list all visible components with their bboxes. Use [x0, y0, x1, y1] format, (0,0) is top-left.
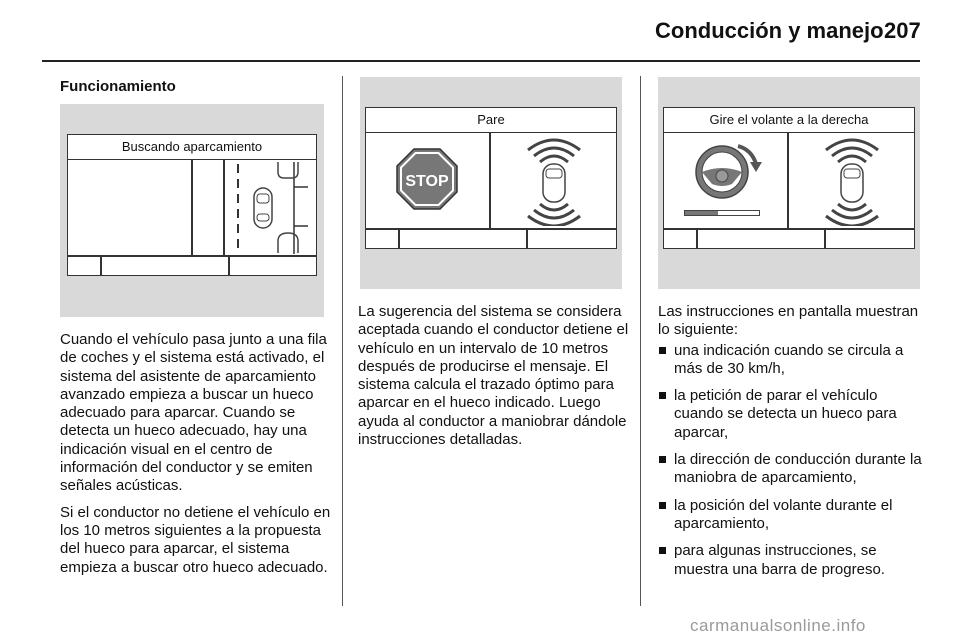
status-bar-divider [228, 255, 230, 275]
instruction-list [658, 342, 926, 579]
progress-bar-fill [685, 211, 718, 215]
page-number: 207 [884, 18, 921, 43]
stop-sign-text: STOP [405, 173, 449, 190]
column-3-text [658, 303, 926, 588]
status-bar-line [664, 228, 914, 230]
list-item: una indicación cuando se circula a más de 30 km/h, [658, 342, 926, 379]
car-sensor-icon [812, 136, 892, 226]
screen-divider [489, 132, 491, 228]
column-divider-2 [640, 76, 641, 606]
column-1-text [60, 331, 335, 585]
paragraph: Las instrucciones en pantalla muestran lo siguiente: [658, 303, 919, 339]
column-2-text [358, 303, 630, 457]
status-bar-divider [100, 255, 102, 275]
status-bar-line [366, 228, 616, 230]
screen-divider [223, 159, 225, 255]
status-bar-divider [696, 228, 698, 248]
figure-turn-wheel [658, 77, 920, 289]
car-sensor-icon [514, 136, 594, 226]
status-bar-divider [526, 228, 528, 248]
paragraph: La sugerencia del sistema se considera aceptada cuando el conductor detiene el vehículo en un intervalo de 10 metros después de producirse el mensaje. El sistema calcula el trazado óptimo para aparcar en el hueco indicado. Luego ayuda al conductor a maniobrar dándole instrucciones detalladas. [358, 303, 629, 449]
display-screen [663, 107, 915, 249]
stop-sign-icon [396, 148, 458, 210]
status-bar-divider [398, 228, 400, 248]
paragraph: Cuando el vehículo pasa junto a una fila de coches y el sistema está activado, el sistema del asistente de aparcamiento avanzado empieza a buscar un hueco adecuado para aparcar. Cuando se detecta un hueco adecuado, hay una indicación visual en el centro de información del conductor y se emiten señales acústicas. [60, 331, 327, 495]
steering-wheel-icon [692, 140, 768, 202]
progress-bar [684, 210, 760, 216]
display-screen [365, 107, 617, 249]
paragraph: Si el conductor no detiene el vehículo en los 10 metros siguientes a la propuesta del hueco para aparcar, el sistema empieza a buscar otro hueco adecuado. [60, 503, 331, 576]
screen-title: Buscando aparcamiento [68, 135, 316, 160]
list-item: la petición de parar el vehículo cuando se detecta un hueco para aparcar, [658, 387, 926, 442]
status-bar-divider [824, 228, 826, 248]
parking-scene-graphic [226, 160, 316, 255]
display-screen [67, 134, 317, 276]
figure-searching-parking [60, 104, 324, 317]
screen-title: Gire el volante a la derecha [664, 108, 914, 133]
status-bar-line [68, 255, 316, 257]
list-item: la dirección de conducción durante la maniobra de aparcamiento, [658, 451, 926, 488]
figure-stop [360, 77, 622, 289]
list-item: la posición del volante durante el aparcamiento, [658, 497, 926, 534]
screen-divider [191, 159, 193, 255]
screen-title: Pare [366, 108, 616, 133]
column-divider-1 [342, 76, 343, 606]
screen-divider [787, 132, 789, 228]
watermark: carmanualsonline.info [690, 616, 866, 635]
list-item: para algunas instrucciones, se muestra una barra de progreso. [658, 542, 926, 579]
section-title: Funcionamiento [60, 78, 176, 95]
header-rule [42, 60, 920, 62]
page-header-title: Conducción y manejo [655, 18, 884, 43]
